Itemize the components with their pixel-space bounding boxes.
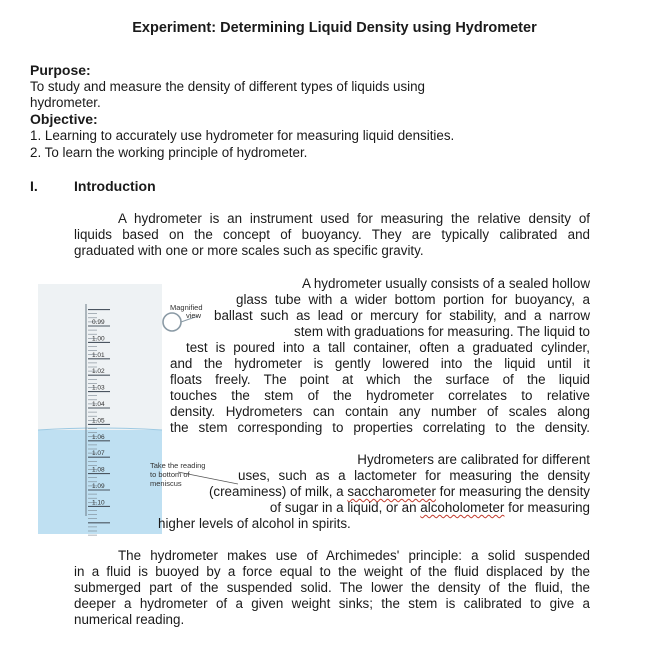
scale-label: 1.05 [92, 417, 105, 425]
wrap1-line-5: test is poured into a tall container, often a graduated cylinder, [186, 340, 590, 355]
wrap2-line-3-c: for measuring the density [435, 484, 590, 499]
final-line-1: The hydrometer makes use of Archimedes' principle: a solid suspended [118, 548, 590, 563]
scale-label: 1.01 [92, 351, 105, 359]
final-line-2: in a fluid is buoyed by a force equal to the weight of the fluid displaced by the [74, 564, 590, 579]
wrap1-line-2: glass tube with a wider bottom portion for buoyancy, a [236, 292, 590, 307]
bottom-label-2: to bottom of [150, 470, 190, 479]
objective-item-2: 2. To learn the working principle of hydrometer. [30, 145, 308, 160]
intro-line-3: graduated with one or more scales such as specific gravity. [74, 243, 424, 258]
magnifier-icon [163, 313, 181, 331]
wrap2-line-4-a: of sugar in a liquid, or an [269, 500, 421, 515]
saccharometer-term: saccharometer [347, 484, 436, 499]
scale-label: 1.10 [92, 499, 105, 507]
wrap2-line-3 [160, 484, 590, 500]
bottom-label-3: meniscus [150, 479, 182, 488]
scale-label: 1.02 [92, 368, 105, 376]
wrap2-line-2: uses, such as a lactometer for measuring the density [238, 468, 590, 483]
wrap2-line-1: Hydrometers are calibrated for different [357, 452, 590, 467]
wrap1-line-1: A hydrometer usually consists of a sealed hollow [301, 276, 590, 291]
wrap1-line-3: ballast such as lead or mercury for stability, and a narrow [214, 308, 590, 323]
bottom-label-1: Take the reading [150, 461, 206, 470]
wrap1-line-10: the stem corresponding to properties correlating to the density. [170, 420, 590, 435]
final-line-3: submerged part of the suspended solid. The lower the density of the fluid, the [74, 580, 590, 595]
wrap1-line-6: and the hydrometer is gently lowered into the liquid until it [170, 356, 590, 371]
scale-label: 1.06 [92, 433, 105, 441]
magnified-label-2: view [186, 311, 202, 320]
scale-label: 1.08 [92, 466, 105, 474]
wrap1-line-8: touches the stem of the hydrometer correlates to relative [170, 388, 590, 403]
page-title: Experiment: Determining Liquid Density using Hydrometer [132, 20, 537, 36]
wrap2-line-3-a: (creaminess) of milk, a [208, 484, 348, 499]
scale-label: 1.07 [92, 450, 105, 458]
alcoholometer-term: alcoholometer [420, 500, 505, 515]
liquid-fill [38, 430, 162, 534]
objective-item-1: 1. Learning to accurately use hydrometer for measuring liquid densities. [30, 128, 455, 143]
final-line-5: numerical reading. [74, 612, 185, 627]
wrap1-line-7: floats freely. The point at which the surface of the liquid [170, 372, 590, 387]
intro-line-2: liquids based on the concept of buoyancy. They are typically calibrated and [74, 227, 590, 242]
intro-line-1: A hydrometer is an instrument used for measuring the relative density of [118, 211, 590, 226]
scale-label: 1.00 [92, 335, 105, 343]
scale-label: 1.03 [92, 384, 105, 392]
section-number: I. [30, 178, 38, 194]
scale-label: 1.09 [92, 483, 105, 490]
purpose-line-2: hydrometer. [30, 95, 101, 110]
purpose-heading: Purpose: [30, 62, 91, 78]
objective-heading: Objective: [30, 111, 98, 127]
scale-label: 1.04 [92, 401, 105, 408]
magnified-label-1: Magnified [170, 303, 203, 312]
scale-label: 0.99 [92, 319, 105, 326]
wrap2-line-4 [200, 500, 590, 516]
section-title: Introduction [74, 178, 156, 194]
final-line-4: deeper a hydrometer of a given weight sinks; the stem is calibrated to give a [74, 596, 590, 611]
wrap1-line-4: stem with graduations for measuring. The liquid to [294, 324, 590, 339]
wrap2-line-4-c: for measuring [504, 500, 590, 515]
wrap2-line-5: higher levels of alcohol in spirits. [158, 516, 351, 531]
wrap1-line-9: density. Hydrometers can contain any number of scales along [170, 404, 590, 419]
purpose-line-1: To study and measure the density of different types of liquids using [30, 79, 426, 94]
